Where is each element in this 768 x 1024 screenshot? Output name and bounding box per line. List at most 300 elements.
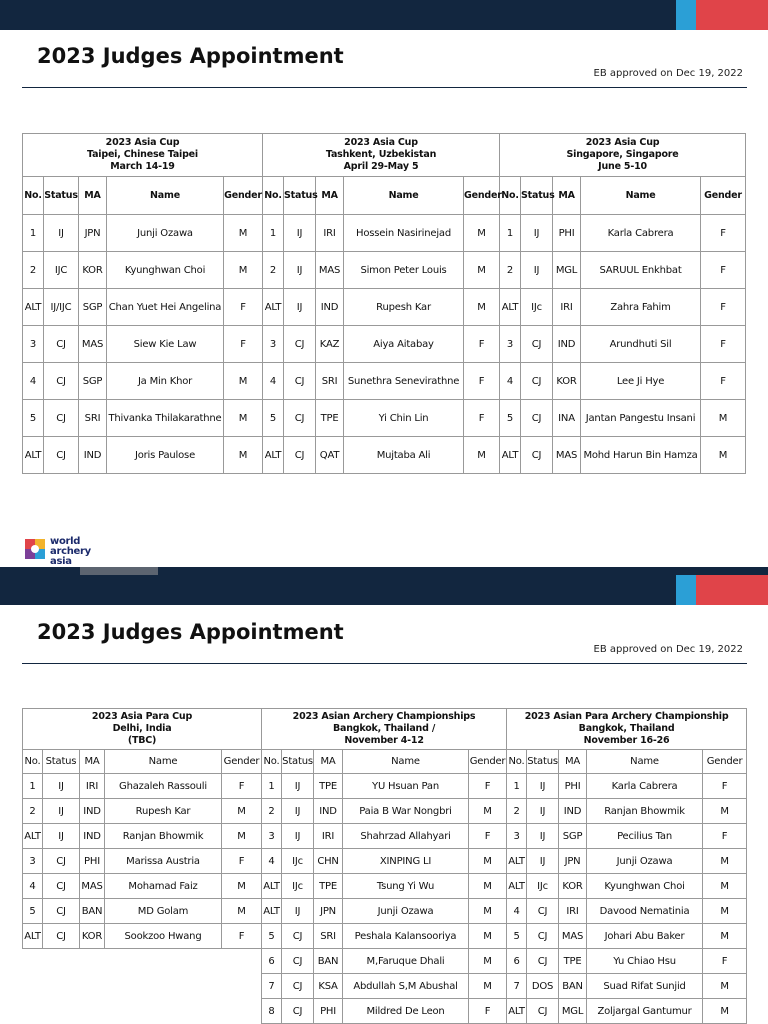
event-name: 2023 Asian Para Archery Championship	[524, 711, 729, 722]
table-cell: F	[464, 326, 500, 363]
table-cell: 1	[23, 774, 43, 799]
table-cell	[43, 974, 80, 999]
table-cell: M	[703, 874, 747, 899]
table-cell: PHI	[314, 999, 343, 1024]
column-header: Gender	[469, 750, 507, 774]
column-header: Name	[343, 750, 469, 774]
table-cell: ALT	[23, 824, 43, 849]
table-cell: Marissa Austria	[105, 849, 222, 874]
table-cell: M	[464, 437, 500, 474]
table-row	[23, 924, 747, 949]
table-cell: 2	[23, 252, 44, 289]
table-cell: 3	[263, 326, 284, 363]
page-title: 2023 Judges Appointment	[37, 620, 344, 644]
table-cell: Davood Nematinia	[587, 899, 703, 924]
table-cell: IJ	[282, 899, 314, 924]
column-header: Gender	[464, 177, 500, 215]
table-cell: IJ	[43, 824, 80, 849]
event-name: 2023 Asia Cup	[344, 137, 418, 148]
top-banner	[0, 0, 768, 30]
table-cell: M	[464, 215, 500, 252]
event-header-row	[23, 134, 746, 177]
table-cell: IJ	[43, 799, 80, 824]
table-cell: BAN	[314, 949, 343, 974]
table-cell: INA	[553, 400, 581, 437]
event-dates: June 5-10	[598, 161, 647, 172]
table-cell: Zoljargal Gantumur	[587, 999, 703, 1024]
table-cell: PHI	[553, 215, 581, 252]
table-cell: IJ	[282, 799, 314, 824]
table-cell: IJ/IJC	[44, 289, 79, 326]
table-cell: IRI	[314, 824, 343, 849]
table-cell	[105, 999, 222, 1024]
table-cell: IJ	[521, 215, 553, 252]
table-cell: ALT	[500, 289, 521, 326]
table-cell: Yu Chiao Hsu	[587, 949, 703, 974]
table-row	[23, 849, 747, 874]
table-cell: CJ	[282, 999, 314, 1024]
table-cell: Jantan Pangestu Insani	[581, 400, 701, 437]
table-cell: CJ	[284, 363, 316, 400]
table-cell: CJ	[521, 363, 553, 400]
table-cell: Chan Yuet Hei Angelina	[107, 289, 224, 326]
table-cell	[43, 949, 80, 974]
table-cell: Suad Rifat Sunjid	[587, 974, 703, 999]
table-cell: 3	[507, 824, 527, 849]
table-cell: M	[703, 849, 747, 874]
table-cell: F	[222, 774, 262, 799]
event-place: Taipei, Chinese Taipei	[87, 149, 198, 160]
table-cell: 2	[500, 252, 521, 289]
table-cell: 4	[23, 363, 44, 400]
column-header: MA	[553, 177, 581, 215]
table-cell: 6	[507, 949, 527, 974]
approval-note: EB approved on Dec 19, 2022	[593, 644, 743, 655]
table-cell: ALT	[507, 849, 527, 874]
event-header-row	[23, 709, 747, 750]
title-divider	[22, 87, 747, 88]
table-cell: MAS	[79, 326, 107, 363]
table-cell: CJ	[284, 326, 316, 363]
table-cell: 3	[262, 824, 282, 849]
table-cell: CJ	[527, 949, 559, 974]
table-cell: F	[703, 824, 747, 849]
table-cell: M	[703, 999, 747, 1024]
table-cell: M	[222, 899, 262, 924]
table-cell: 1	[23, 215, 44, 252]
table-cell: 6	[262, 949, 282, 974]
table-cell: M	[703, 899, 747, 924]
table-cell: F	[701, 215, 746, 252]
table-cell: Kyunghwan Choi	[107, 252, 224, 289]
table-cell: 3	[23, 849, 43, 874]
table-cell: IJ	[43, 774, 80, 799]
table-cell: IRI	[80, 774, 105, 799]
table-cell: 1	[262, 774, 282, 799]
top-banner	[0, 575, 768, 605]
table-cell: MD Golam	[105, 899, 222, 924]
table-cell: 2	[507, 799, 527, 824]
table-cell: IJ	[527, 849, 559, 874]
table-cell: ALT	[262, 899, 282, 924]
table-cell: IJc	[521, 289, 553, 326]
table-cell: MGL	[559, 999, 587, 1024]
slide-2	[0, 575, 768, 1024]
table-row	[23, 326, 746, 363]
event-header	[507, 709, 747, 750]
table-cell: DOS	[527, 974, 559, 999]
table-cell: CJ	[282, 924, 314, 949]
table-row	[23, 899, 747, 924]
table-row	[23, 774, 747, 799]
table-cell: MAS	[553, 437, 581, 474]
table-cell	[23, 949, 43, 974]
table-cell: JPN	[559, 849, 587, 874]
table-row	[23, 289, 746, 326]
table-cell: M	[703, 924, 747, 949]
table-cell: 5	[263, 400, 284, 437]
table-cell	[222, 974, 262, 999]
table-cell: M	[224, 215, 263, 252]
table-cell: Ranjan Bhowmik	[587, 799, 703, 824]
table-cell: IJ	[284, 289, 316, 326]
table-cell: Aiya Aitabay	[344, 326, 464, 363]
table-cell: MGL	[553, 252, 581, 289]
table-cell: F	[469, 774, 507, 799]
table-row	[23, 363, 746, 400]
column-header-row	[23, 177, 746, 215]
table-cell: F	[469, 999, 507, 1024]
table-cell: KOR	[79, 252, 107, 289]
column-header: Name	[581, 177, 701, 215]
table-cell: IJC	[44, 252, 79, 289]
column-header: Status	[521, 177, 553, 215]
event-place: Bangkok, Thailand /	[332, 723, 436, 734]
table-row	[23, 974, 747, 999]
table-cell: IND	[559, 799, 587, 824]
table-cell	[105, 949, 222, 974]
table-cell: IJ	[527, 774, 559, 799]
table-cell: 4	[500, 363, 521, 400]
table-cell: 8	[262, 999, 282, 1024]
table-cell: F	[701, 289, 746, 326]
column-header: No.	[23, 177, 44, 215]
table-cell: M	[469, 974, 507, 999]
table-row	[23, 437, 746, 474]
table-cell: CJ	[282, 974, 314, 999]
table-cell: JPN	[314, 899, 343, 924]
table-cell: M	[222, 824, 262, 849]
table-cell: 5	[262, 924, 282, 949]
table-cell: KOR	[80, 924, 105, 949]
table-cell: CJ	[43, 899, 80, 924]
table-cell: Karla Cabrera	[581, 215, 701, 252]
table-cell: M	[703, 799, 747, 824]
table-cell: Yi Chin Lin	[344, 400, 464, 437]
table-cell: BAN	[80, 899, 105, 924]
table-row	[23, 874, 747, 899]
table-cell: SGP	[79, 363, 107, 400]
table-cell: 4	[263, 363, 284, 400]
table-cell: Junji Ozawa	[107, 215, 224, 252]
event-name: 2023 Asia Cup	[585, 137, 660, 148]
table-cell: F	[703, 949, 747, 974]
column-header: MA	[316, 177, 344, 215]
table-cell: M	[469, 799, 507, 824]
table-cell: SARUUL Enkhbat	[581, 252, 701, 289]
table-cell: ALT	[263, 437, 284, 474]
table-cell: SGP	[79, 289, 107, 326]
table-cell: Shahrzad Allahyari	[343, 824, 469, 849]
table-cell: IJ	[284, 252, 316, 289]
table-cell: PHI	[80, 849, 105, 874]
table-cell: ALT	[500, 437, 521, 474]
event-dates: (TBC)	[127, 735, 157, 746]
table-cell: CJ	[527, 924, 559, 949]
table-cell: IND	[79, 437, 107, 474]
column-header: Status	[284, 177, 316, 215]
column-header: Status	[282, 750, 314, 774]
column-header: Name	[107, 177, 224, 215]
event-place: Bangkok, Thailand	[578, 723, 675, 734]
table-cell: IRI	[559, 899, 587, 924]
table-cell: 4	[262, 849, 282, 874]
table-cell: ALT	[263, 289, 284, 326]
table-cell: Sookzoo Hwang	[105, 924, 222, 949]
table-cell: F	[701, 363, 746, 400]
table-cell: ALT	[507, 874, 527, 899]
event-dates: November 4-12	[344, 735, 424, 746]
event-name: 2023 Asia Cup	[105, 137, 180, 148]
table-cell: M	[222, 874, 262, 899]
table-cell: 4	[23, 874, 43, 899]
table-cell: F	[703, 774, 747, 799]
table-cell: 3	[500, 326, 521, 363]
column-header: MA	[80, 750, 105, 774]
table-cell: IND	[80, 824, 105, 849]
table-cell: M	[222, 799, 262, 824]
table-cell: MAS	[80, 874, 105, 899]
table-cell: M	[701, 400, 746, 437]
column-header: Status	[527, 750, 559, 774]
table-cell: IJ	[527, 799, 559, 824]
table-cell: 5	[507, 924, 527, 949]
table-cell: CJ	[527, 899, 559, 924]
table-cell: M	[464, 252, 500, 289]
table-cell: CJ	[284, 437, 316, 474]
table-cell: CJ	[282, 949, 314, 974]
table-cell: M	[224, 437, 263, 474]
table-cell: IND	[314, 799, 343, 824]
table-cell: IJc	[527, 874, 559, 899]
table-cell	[222, 999, 262, 1024]
table-cell: Junji Ozawa	[587, 849, 703, 874]
table-cell: Arundhuti Sil	[581, 326, 701, 363]
table-cell: M	[701, 437, 746, 474]
table-cell: TPE	[314, 874, 343, 899]
table-row	[23, 252, 746, 289]
table-cell: F	[222, 849, 262, 874]
table-cell: 1	[507, 774, 527, 799]
table-cell: KSA	[314, 974, 343, 999]
table-cell: MAS	[559, 924, 587, 949]
column-header: No.	[507, 750, 527, 774]
table-row	[23, 824, 747, 849]
table-cell: CJ	[44, 363, 79, 400]
table-cell: M	[224, 363, 263, 400]
table-cell: ALT	[23, 437, 44, 474]
table-cell: IND	[553, 326, 581, 363]
table-cell: Ranjan Bhowmik	[105, 824, 222, 849]
table-row	[23, 215, 746, 252]
table-cell: Karla Cabrera	[587, 774, 703, 799]
table-cell: JPN	[79, 215, 107, 252]
table-cell: TPE	[559, 949, 587, 974]
table-cell: Mohamad Faiz	[105, 874, 222, 899]
table-cell: CJ	[521, 437, 553, 474]
table-cell: F	[469, 824, 507, 849]
event-place: Delhi, India	[112, 723, 172, 734]
column-header: Gender	[701, 177, 746, 215]
table-row	[23, 400, 746, 437]
event-place: Tashkent, Uzbekistan	[325, 149, 437, 160]
table-cell: F	[701, 326, 746, 363]
table-cell: M	[703, 974, 747, 999]
table-cell: 5	[23, 899, 43, 924]
table-cell: IND	[80, 799, 105, 824]
table-cell: Hossein Nasirinejad	[344, 215, 464, 252]
column-header: Status	[43, 750, 80, 774]
approval-note: EB approved on Dec 19, 2022	[593, 68, 743, 79]
table-cell: CJ	[527, 999, 559, 1024]
column-header: MA	[79, 177, 107, 215]
table-cell: CJ	[521, 400, 553, 437]
table-cell: CJ	[44, 437, 79, 474]
table-cell	[80, 999, 105, 1024]
table-cell: Zahra Fahim	[581, 289, 701, 326]
table-cell: 7	[262, 974, 282, 999]
table-cell: 3	[23, 326, 44, 363]
column-header: MA	[559, 750, 587, 774]
table-cell: BAN	[559, 974, 587, 999]
table-cell: F	[222, 924, 262, 949]
table-cell	[23, 999, 43, 1024]
table-cell: 5	[500, 400, 521, 437]
table-cell: 2	[263, 252, 284, 289]
table-cell: M	[469, 949, 507, 974]
table-cell: IJc	[282, 849, 314, 874]
table-cell: ALT	[262, 874, 282, 899]
event-header	[23, 134, 263, 177]
table-cell: CJ	[43, 924, 80, 949]
table-cell: F	[701, 252, 746, 289]
table-cell: YU Hsuan Pan	[343, 774, 469, 799]
table-cell: 4	[507, 899, 527, 924]
logo-line-2: asia	[50, 556, 72, 567]
table-cell: IJ	[282, 774, 314, 799]
table-cell: Kyunghwan Choi	[587, 874, 703, 899]
table-cell: M	[469, 899, 507, 924]
table-cell: M	[224, 252, 263, 289]
table-cell: F	[464, 400, 500, 437]
column-header: Name	[105, 750, 222, 774]
event-place: Singapore, Singapore	[566, 149, 679, 160]
table-cell: XINPING LI	[343, 849, 469, 874]
table-cell: SRI	[314, 924, 343, 949]
table-cell: MAS	[316, 252, 344, 289]
table-cell: KOR	[553, 363, 581, 400]
table-cell: 2	[23, 799, 43, 824]
table-cell: Pecilius Tan	[587, 824, 703, 849]
table-cell: Tsung Yi Wu	[343, 874, 469, 899]
table-cell: 7	[507, 974, 527, 999]
table-cell: M,Faruque Dhali	[343, 949, 469, 974]
column-header-row	[23, 750, 747, 774]
table-cell: F	[464, 363, 500, 400]
table-cell: Rupesh Kar	[344, 289, 464, 326]
event-header	[23, 709, 262, 750]
table-cell: SRI	[316, 363, 344, 400]
table-cell: QAT	[316, 437, 344, 474]
table-cell: CJ	[43, 849, 80, 874]
table-cell: Joris Paulose	[107, 437, 224, 474]
table-cell	[105, 974, 222, 999]
table-cell: Ja Min Khor	[107, 363, 224, 400]
table-cell: CJ	[521, 326, 553, 363]
table-cell: CJ	[43, 874, 80, 899]
table-cell: 5	[23, 400, 44, 437]
table-cell: PHI	[559, 774, 587, 799]
table-cell: Peshala Kalansooriya	[343, 924, 469, 949]
event-name: 2023 Asia Para Cup	[91, 711, 193, 722]
table-cell: CJ	[44, 400, 79, 437]
table-cell: IJ	[44, 215, 79, 252]
column-header: No.	[500, 177, 521, 215]
table-cell: ALT	[23, 289, 44, 326]
event-header	[263, 134, 500, 177]
table-cell: IJ	[527, 824, 559, 849]
table-cell: 2	[262, 799, 282, 824]
table-cell: F	[224, 326, 263, 363]
table-cell: M	[224, 400, 263, 437]
column-header: No.	[262, 750, 282, 774]
table-row	[23, 799, 747, 824]
table-cell: Mohd Harun Bin Hamza	[581, 437, 701, 474]
logo-line-1: world archery	[50, 536, 91, 557]
event-header	[500, 134, 746, 177]
table-cell	[80, 949, 105, 974]
column-header: MA	[314, 750, 343, 774]
bottom-banner	[0, 567, 768, 575]
table-cell: IJ	[521, 252, 553, 289]
table-cell: ALT	[507, 999, 527, 1024]
title-divider	[22, 663, 747, 664]
event-dates: April 29-May 5	[343, 161, 419, 172]
table-cell: Ghazaleh Rassouli	[105, 774, 222, 799]
page-title: 2023 Judges Appointment	[37, 44, 344, 68]
table-cell: Mildred De Leon	[343, 999, 469, 1024]
event-dates: November 16-26	[583, 735, 670, 746]
event-name: 2023 Asian Archery Championships	[292, 711, 476, 722]
table-cell: SGP	[559, 824, 587, 849]
event-header	[262, 709, 507, 750]
table-cell: IND	[316, 289, 344, 326]
column-header: Gender	[703, 750, 747, 774]
table-cell: Paia B War Nongbri	[343, 799, 469, 824]
column-header: Name	[587, 750, 703, 774]
table-cell: CHN	[314, 849, 343, 874]
archery-target-icon	[25, 539, 45, 559]
